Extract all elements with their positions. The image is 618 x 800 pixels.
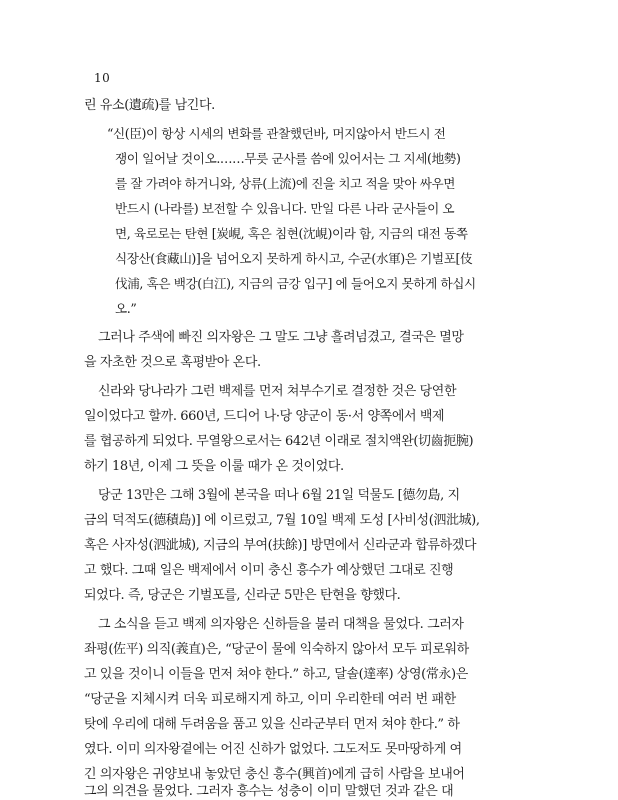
text-line: 되었다. 즉, 당군은 기벌포를, 신라군 5만은 탄현을 향했다. — [84, 588, 401, 603]
text-line: 긴 의자왕은 귀양보내 놓았던 충신 흥수(興首)에게 급히 사람을 보내어 — [84, 767, 465, 782]
text-line: 금의 덕적도(德積島)] 에 이르렀고, 7월 10일 백제 도성 [사비성(泗沘城), — [84, 513, 480, 528]
page-number: 10 — [94, 71, 111, 85]
quote-line: 반드시 (나라를) 보전할 수 있읍니다. 만일 다른 나라 군사들이 오 — [115, 201, 455, 216]
text-line: 당군 13만은 그해 3월에 본국을 떠나 6월 21일 덕물도 [德勿島, 지 — [98, 488, 460, 503]
text-line: 하기 18년, 이제 그 뜻을 이룰 때가 온 것이었다. — [84, 459, 344, 474]
text-line: “당군을 지체시켜 더욱 피로해지게 하고, 이미 우리한테 여러 번 패한 — [84, 692, 456, 707]
text-line: 그러나 주색에 빠진 의자왕은 그 말도 그냥 흘려넘겼고, 결국은 멸망 — [98, 330, 464, 345]
text-line: 혹은 사자성(泗泚城), 지금의 부여(扶餘)] 방면에서 신라군과 합류하겠다 — [84, 538, 477, 553]
text-line: 였다. 이미 의자왕곁에는 어진 신하가 없었다. 그도저도 못마땅하게 여 — [84, 742, 462, 757]
quote-line: 쟁이 일어날 것이오.……무릇 군사를 씀에 있어서는 그 지세(地勢) — [115, 151, 461, 166]
quote-line: 伐浦, 혹은 백강(白江), 지금의 금강 입구] 에 들어오지 못하게 하십시 — [115, 276, 476, 291]
quote-line: 오.” — [115, 301, 137, 316]
text-line: 그 소식을 듣고 백제 의자왕은 신하들을 불러 대책을 물었다. 그러자 — [98, 617, 464, 632]
text-line: 고 있을 것이니 이들을 먼저 쳐야 한다.” 하고, 달솔(達率) 상영(常永)은 — [84, 667, 468, 682]
text-line: 을 자초한 것으로 혹평받아 온다. — [84, 355, 261, 370]
quote-line: 식장산(食藏山)]을 넘어오지 못하게 하시고, 수군(水軍)은 기벌포[伎 — [115, 251, 473, 266]
text-line: 신라와 당나라가 그런 백제를 먼저 쳐부수기로 결정한 것은 당연한 — [98, 384, 457, 399]
text-line: 일이었다고 할까. 660년, 드디어 나·당 양군이 동·서 양쪽에서 백제 — [84, 409, 445, 424]
text-line: 좌평(佐平) 의직(義直)은, “당군이 물에 익숙하지 않아서 모두 피로워하 — [84, 642, 469, 657]
quote-line: 를 잘 가려야 하거니와, 상류(上流)에 진을 치고 적을 맞아 싸우면 — [115, 176, 456, 191]
text-line: 탓에 우리에 대해 두려움을 품고 있을 신라군부터 먼저 쳐야 한다.” 하 — [84, 717, 460, 732]
text-line: 그의 의견을 물었다. 그러자 흥수는 성충이 이미 말했던 것과 같은 대 — [84, 784, 454, 799]
text-line: 린 유소(遺疏)를 남긴다. — [84, 98, 215, 113]
quote-line: “신(臣)이 항상 시세의 변화를 관찰했던바, 머지않아서 반드시 전 — [107, 126, 446, 141]
quote-line: 면, 육로로는 탄현 [炭峴, 혹은 침현(沈峴)이라 함, 지금의 대전 동쪽 — [115, 226, 468, 241]
text-line: 를 협공하게 되었다. 무열왕으로서는 642년 이래로 절치액완(切齒扼腕) — [84, 434, 474, 449]
text-line: 고 했다. 그때 일은 백제에서 이미 충신 흥수가 예상했던 그대로 진행 — [84, 563, 454, 578]
